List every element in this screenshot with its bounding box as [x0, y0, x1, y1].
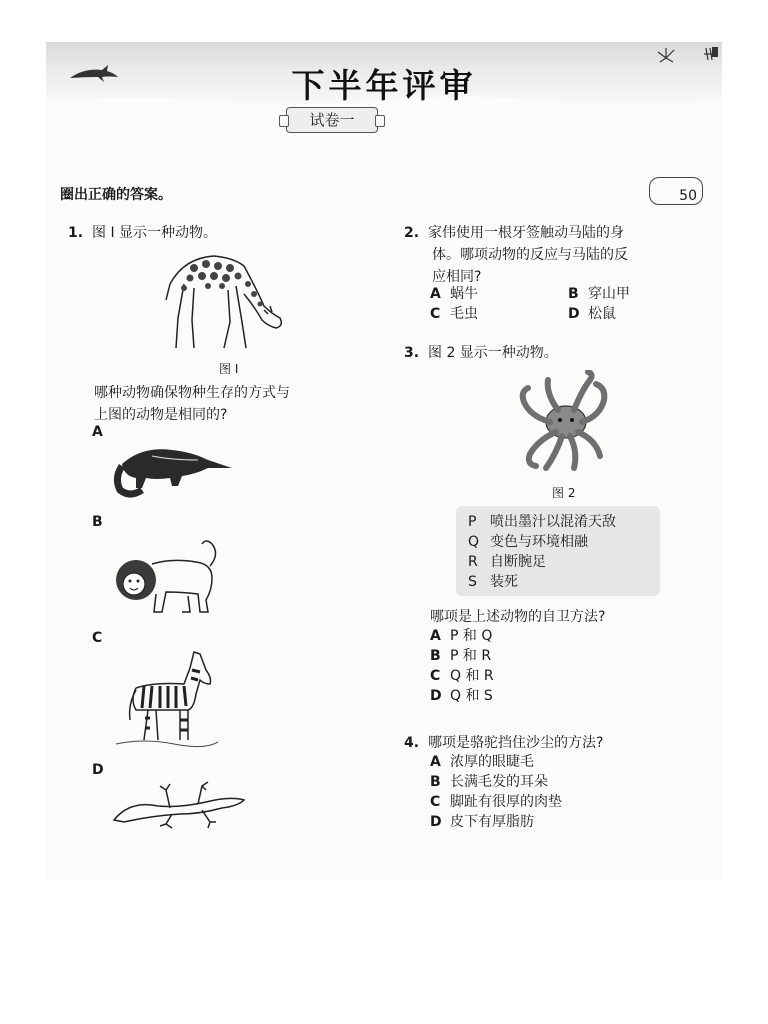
- question-4: [404, 732, 603, 754]
- statement-r: [468, 552, 546, 572]
- statement-q: [468, 532, 588, 552]
- lion-icon: [112, 530, 222, 616]
- q1-option-c[interactable]: [92, 628, 112, 648]
- q2-option-d[interactable]: [568, 304, 616, 324]
- question-number: 2.: [404, 225, 420, 241]
- statement-text: 变色与环境相融: [490, 534, 588, 550]
- statement-text: 喷出墨汁以混淆天敌: [490, 514, 616, 530]
- score-value: 50: [679, 188, 697, 204]
- option-letter: B: [92, 514, 103, 530]
- q3-option-b[interactable]: [430, 646, 491, 666]
- octopus-icon: [516, 370, 612, 474]
- q3-option-d[interactable]: [430, 686, 493, 706]
- option-letter: D: [430, 688, 442, 704]
- figure-2-caption: 图 2: [552, 486, 576, 500]
- option-letter: C: [430, 306, 441, 322]
- question-number: 3.: [404, 345, 420, 361]
- q2-option-c[interactable]: [430, 304, 478, 324]
- question-1-prompt: [94, 382, 290, 426]
- option-letter: B: [430, 774, 441, 790]
- option-letter: B: [430, 648, 441, 664]
- q4-option-b[interactable]: [430, 772, 548, 792]
- option-letter: D: [92, 762, 104, 778]
- option-letter: A: [430, 286, 441, 302]
- option-text: 松鼠: [588, 306, 616, 322]
- question-number: 4.: [404, 735, 420, 751]
- option-text: Q 和 R: [450, 668, 494, 684]
- option-text: 皮下有厚脂肪: [450, 814, 534, 830]
- q2-option-b[interactable]: [568, 284, 630, 304]
- prompt-line: 哪种动物确保物种生存的方式与: [94, 385, 290, 401]
- giraffe-icon: [164, 244, 288, 352]
- page-title: 下半年评审: [291, 66, 477, 105]
- q3-option-c[interactable]: [430, 666, 494, 686]
- q2-option-a[interactable]: [430, 284, 478, 304]
- question-text-line: 家伟使用一根牙签触动马陆的身: [428, 225, 624, 241]
- question-text: 图 I 显示一种动物。: [92, 225, 218, 241]
- statement-letter: Q: [468, 534, 480, 550]
- question-number: 1.: [68, 225, 84, 241]
- option-text: 浓厚的眼睫毛: [450, 754, 534, 770]
- figure-1-caption: 图 I: [219, 362, 239, 376]
- question-text-line: 应相同?: [432, 269, 482, 285]
- option-text: 脚趾有很厚的肉垫: [450, 794, 562, 810]
- question-3-prompt: 哪项是上述动物的自卫方法?: [430, 609, 606, 625]
- statement-p: [468, 512, 616, 532]
- statement-text: 自断腕足: [490, 554, 546, 570]
- question-text: 图 2 显示一种动物。: [428, 345, 558, 361]
- q1-option-d[interactable]: [92, 760, 112, 780]
- gecko-icon: [110, 776, 248, 830]
- statement-letter: P: [468, 514, 477, 530]
- q1-option-b[interactable]: [92, 512, 112, 532]
- option-letter: A: [92, 424, 103, 440]
- option-letter: D: [568, 306, 580, 322]
- option-letter: A: [430, 628, 441, 644]
- option-text: 毛虫: [450, 306, 478, 322]
- option-letter: C: [430, 668, 441, 684]
- option-text: P 和 R: [450, 648, 492, 664]
- option-letter: C: [92, 630, 103, 646]
- option-letter: B: [568, 286, 579, 302]
- q4-option-c[interactable]: [430, 792, 562, 812]
- option-text: Q 和 S: [450, 688, 493, 704]
- statement-letter: S: [468, 574, 477, 590]
- instruction-text: 圈出正确的答案。: [60, 187, 172, 203]
- option-text: P 和 Q: [450, 628, 493, 644]
- option-letter: A: [430, 754, 441, 770]
- option-letter: D: [430, 814, 442, 830]
- option-text: 长满毛发的耳朵: [450, 774, 548, 790]
- q4-option-a[interactable]: [430, 752, 534, 772]
- question-text-line: 体。哪项动物的反应与马陆的反: [432, 247, 628, 263]
- prompt-line: 上图的动物是相同的?: [94, 407, 228, 423]
- q3-option-a[interactable]: [430, 626, 492, 646]
- paper-label: 试卷一: [286, 107, 378, 133]
- question-2: [404, 222, 628, 288]
- statement-s: [468, 572, 518, 592]
- question-text: 哪项是骆驼挡住沙尘的方法?: [428, 735, 604, 751]
- option-text: 蜗牛: [450, 286, 478, 302]
- question-1: [68, 222, 217, 244]
- statement-text: 装死: [490, 574, 518, 590]
- option-letter: C: [430, 794, 441, 810]
- q1-option-a[interactable]: [92, 422, 112, 442]
- option-text: 穿山甲: [588, 286, 630, 302]
- question-3: [404, 342, 558, 364]
- anteater-icon: [112, 438, 234, 500]
- zebra-icon: [114, 644, 218, 748]
- statement-letter: R: [468, 554, 478, 570]
- score-box: [649, 177, 703, 205]
- q4-option-d[interactable]: [430, 812, 534, 832]
